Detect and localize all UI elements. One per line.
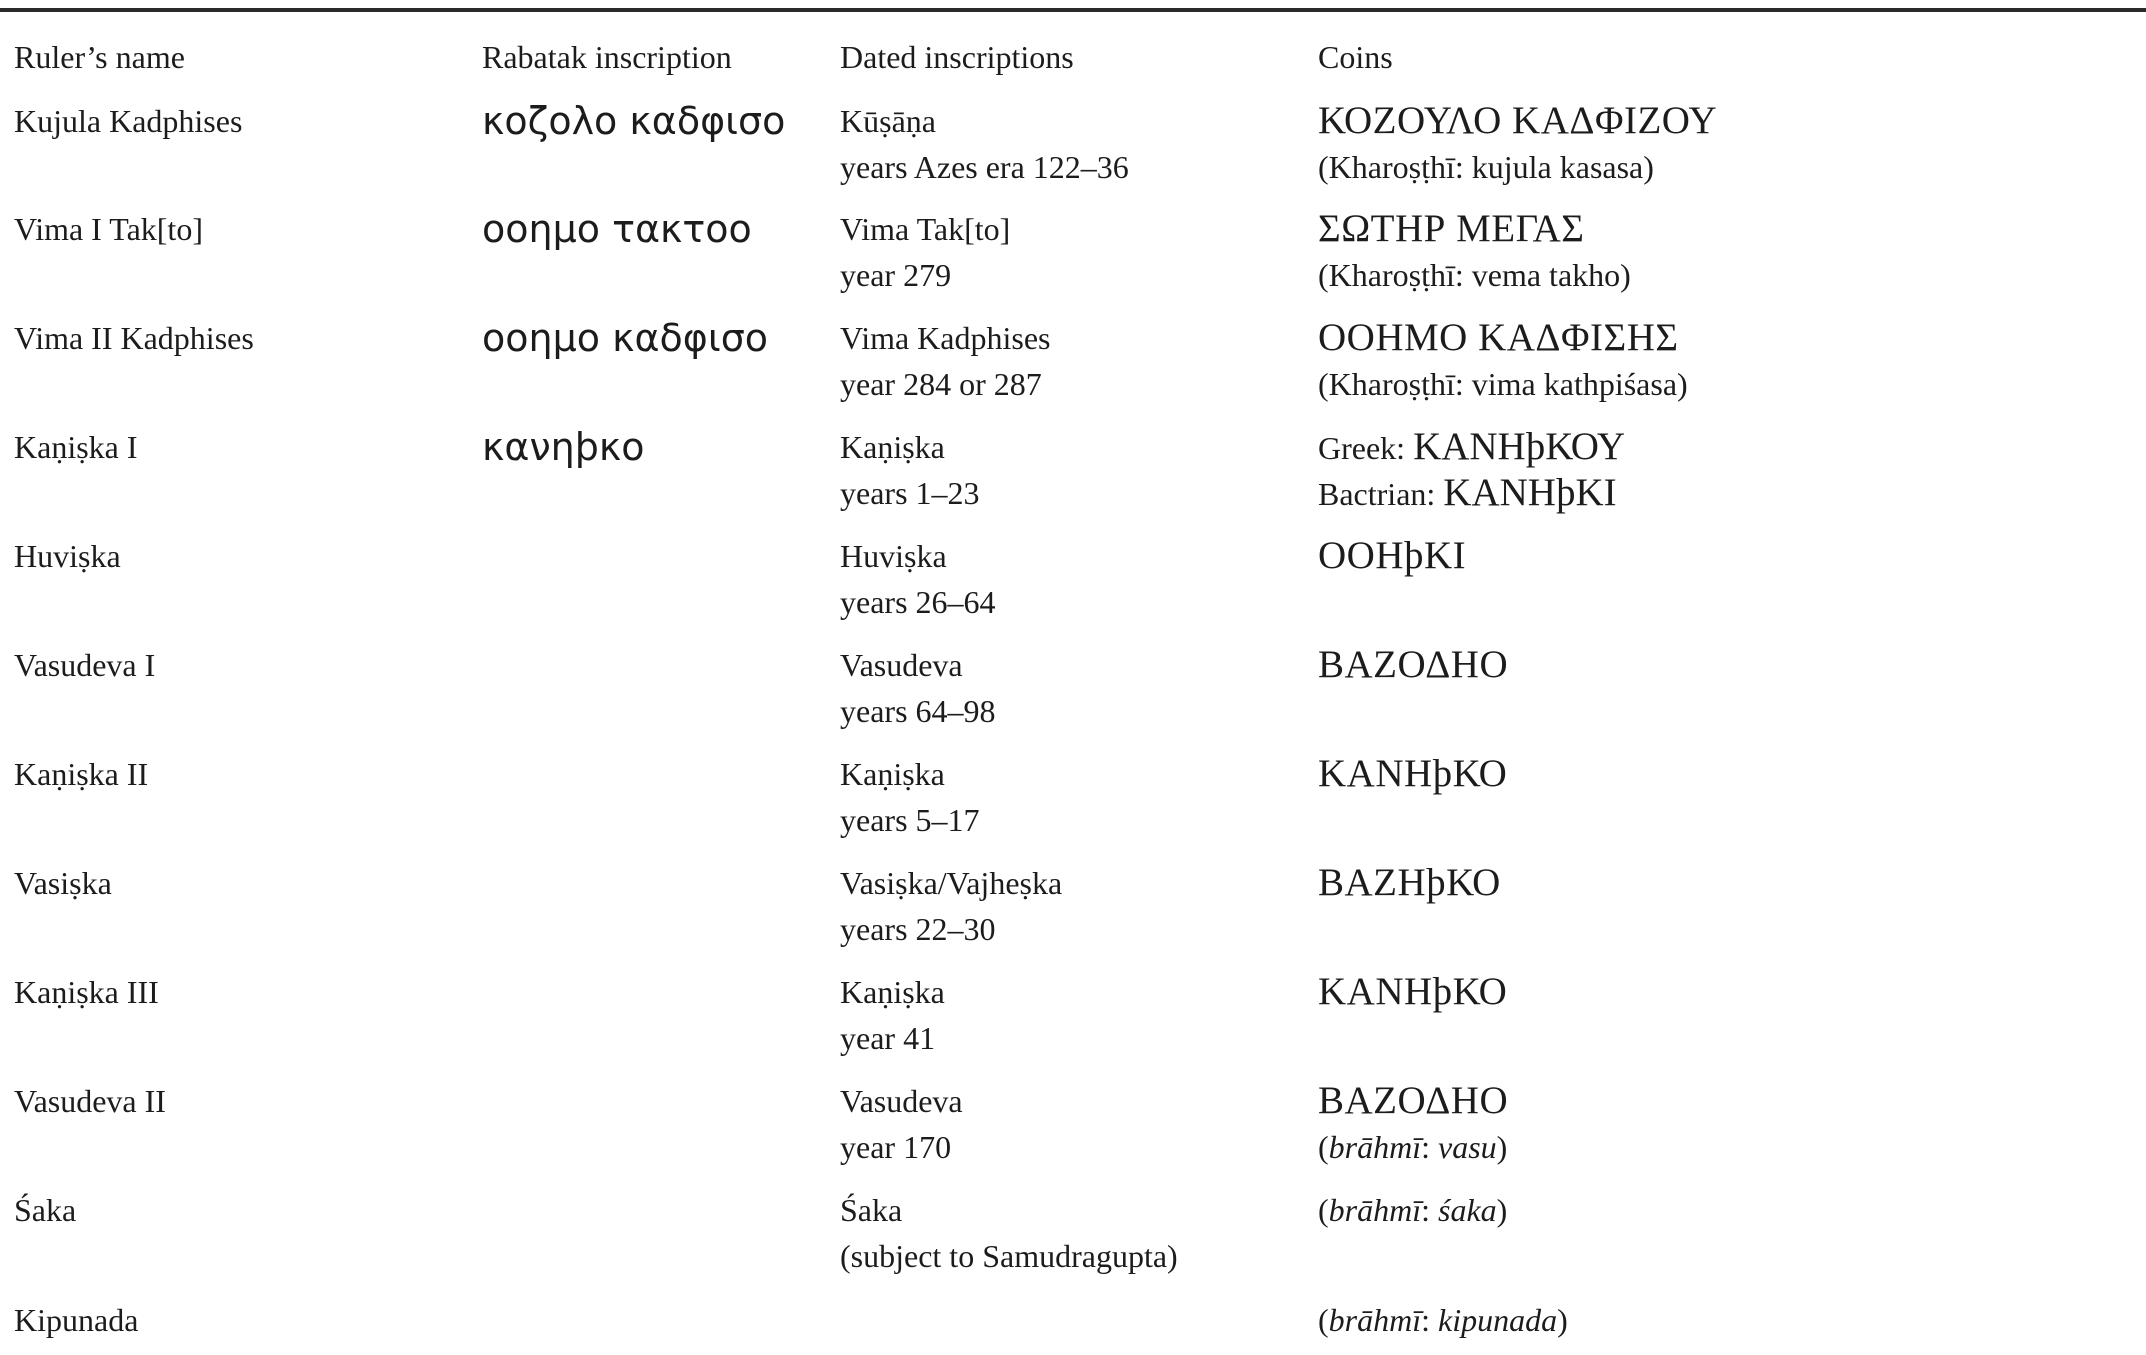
coin-note <box>1318 1124 1507 1170</box>
coin-legend: ΚΟΖΟΥΛΟ ΚΑΔΦΙΖΟΥ <box>1318 99 1718 142</box>
coin-note <box>1318 1297 1568 1343</box>
ruler-name: Kaṇiṣka II <box>14 756 149 792</box>
paren-open: ( <box>1318 1192 1329 1228</box>
ruler-name: Śaka <box>14 1192 77 1228</box>
dated-line-2: year 279 <box>840 257 952 293</box>
rabatak-text: κανηþκο <box>482 425 645 469</box>
header-ruler: Ruler’s name <box>14 39 185 75</box>
dated-line-1: Huviṣka <box>840 538 947 574</box>
dated-line-1: Śaka <box>840 1192 903 1228</box>
ruler-name: Kaṇiṣka I <box>14 429 138 465</box>
script-name: brāhmī <box>1328 1129 1422 1165</box>
rabatak-text: κοζολο καδφισο <box>482 99 786 143</box>
header-rabatak: Rabatak inscription <box>482 39 732 75</box>
rabatak-text: οοημο τακτοο <box>482 207 752 251</box>
coin-legend: ΚΑΝΗþΚΙ <box>1443 471 1617 514</box>
paren-open: ( <box>1318 1302 1329 1338</box>
ruler-name: Vima I Tak[to] <box>14 211 203 247</box>
dated-line-1: Vasudeva <box>840 1083 963 1119</box>
dated-line-2: years 1–23 <box>840 475 980 511</box>
coin-legend-bactrian <box>1318 470 1617 517</box>
coin-legend: ΒΑΖΟΔΗΟ <box>1318 1079 1509 1122</box>
top-rule <box>0 8 2146 12</box>
colon: : <box>1421 1129 1438 1165</box>
dated-line-1: Vasiṣka/Vajheṣka <box>840 865 1063 901</box>
colon: : <box>1421 1192 1438 1228</box>
coin-note: (Kharoṣṭhī: kujula kasasa) <box>1318 149 1654 185</box>
ruler-name: Vima II Kadphises <box>14 320 254 356</box>
dated-line-1: Kaṇiṣka <box>840 756 945 792</box>
dated-line-1: Vima Tak[to] <box>840 211 1011 247</box>
ruler-name: Vasiṣka <box>14 865 112 901</box>
dated-line-1: Kūṣāṇa <box>840 103 936 139</box>
dated-line-2: years 26–64 <box>840 584 996 620</box>
coin-note: (Kharoṣṭhī: vima kathpiśasa) <box>1318 366 1688 402</box>
dated-line-1: Kaṇiṣka <box>840 429 945 465</box>
dated-line-1: Vasudeva <box>840 647 963 683</box>
script-name: brāhmī <box>1328 1192 1422 1228</box>
coin-legend: ΒΑΖΗþΚΟ <box>1318 861 1501 904</box>
coin-legend: ΣΩΤΗΡ ΜΕΓΑΣ <box>1318 207 1585 250</box>
dated-line-2: year 41 <box>840 1020 936 1056</box>
rabatak-text: οοημο καδφισο <box>482 316 769 360</box>
paren-open: ( <box>1318 1129 1329 1165</box>
coin-note: (Kharoṣṭhī: vema takho) <box>1318 257 1631 293</box>
coin-legend: ΟΟΗþΚΙ <box>1318 534 1467 577</box>
ruler-name: Kaṇiṣka III <box>14 974 159 1010</box>
dated-line-2: years 64–98 <box>840 693 996 729</box>
coin-label: Bactrian: <box>1318 476 1444 512</box>
paren-close: ) <box>1496 1192 1508 1228</box>
dated-line-2: years 22–30 <box>840 911 996 947</box>
paren-close: ) <box>1496 1129 1508 1165</box>
dated-line-2: (subject to Samudragupta) <box>840 1238 1178 1274</box>
ruler-name: Kujula Kadphises <box>14 103 243 139</box>
dated-line-2: years Azes era 122–36 <box>840 149 1129 185</box>
legend-reading: vasu <box>1438 1129 1497 1165</box>
paren-close: ) <box>1557 1302 1568 1338</box>
coin-legend: ΒΑΖΟΔΗΟ <box>1318 643 1509 686</box>
script-name: brāhmī <box>1328 1302 1422 1338</box>
colon: : <box>1421 1302 1438 1338</box>
header-dated: Dated inscriptions <box>840 39 1074 75</box>
dated-line-2: years 5–17 <box>840 802 980 838</box>
coin-note <box>1318 1187 1507 1233</box>
legend-reading: kipunada <box>1438 1302 1558 1338</box>
ruler-name: Huviṣka <box>14 538 121 574</box>
ruler-name: Vasudeva I <box>14 647 156 683</box>
ruler-name: Kipunada <box>14 1302 139 1338</box>
dated-line-2: year 284 or 287 <box>840 366 1042 402</box>
dated-line-2: year 170 <box>840 1129 952 1165</box>
dated-line-1: Vima Kadphises <box>840 320 1051 356</box>
coin-label: Greek: <box>1318 430 1414 466</box>
legend-reading: śaka <box>1438 1192 1497 1228</box>
coin-legend: ΚΑΝΗþΚΟ <box>1318 752 1508 795</box>
ruler-name: Vasudeva II <box>14 1083 166 1119</box>
coin-legend: ΚΑΝΗþΚΟΥ <box>1413 425 1626 468</box>
coin-legend: ΚΑΝΗþΚΟ <box>1318 970 1508 1013</box>
coin-legend: ΟΟΗΜΟ ΚΑΔΦΙΣΗΣ <box>1318 316 1679 359</box>
header-coins: Coins <box>1318 39 1393 75</box>
coin-legend-greek <box>1318 424 1625 471</box>
dated-line-1: Kaṇiṣka <box>840 974 945 1010</box>
